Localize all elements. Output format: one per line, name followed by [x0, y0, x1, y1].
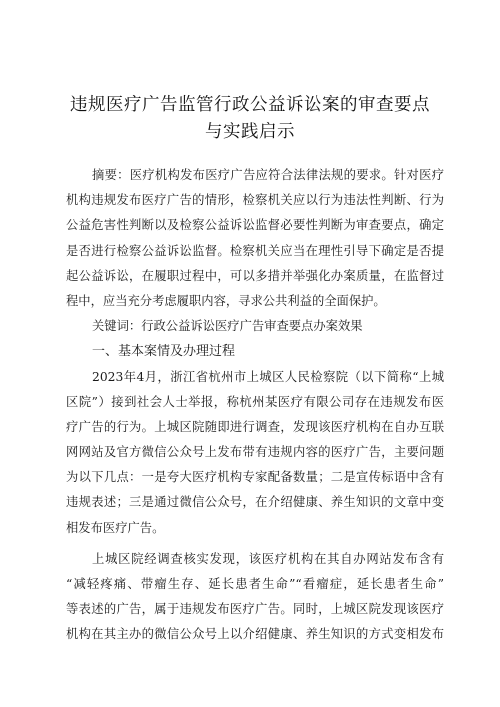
paragraph-line: 2023年4月，浙江省杭州市上城区人民检察院（以下简称“上城 — [92, 369, 444, 384]
abstract-line: 是否进行检察公益诉讼监督。检察机关应当在理性引导下确定是否提 — [66, 243, 444, 258]
keywords-line: 关键词：行政公益诉讼医疗广告审查要点办案效果 — [92, 319, 363, 334]
abstract-line: 摘要：医疗机构发布医疗广告应符合法律法规的要求。针对医疗 — [92, 168, 444, 182]
paragraph-line: 等表述的广告，属于违规发布医疗广告。同时，上城区院发现该医疗 — [66, 602, 444, 617]
paragraph-line: 为以下几点：一是夸大医疗机构专家配备数量；二是宣传标语中含有 — [66, 470, 444, 485]
abstract-paragraph — [66, 163, 444, 314]
abstract-line: 公益危害性判断以及检察公益诉讼监督必要性判断为审查要点，确定 — [66, 218, 444, 233]
document-title-line-1: 违规医疗广告监管行政公益诉讼案的审查要点 — [70, 95, 430, 115]
abstract-line: 程中，应当充分考虑履职内容，寻求公共利益的全面保护。 — [66, 293, 386, 308]
paragraph-line: “减轻疼痛、带瘤生存、延长患者生命”“看瘤症，延长患者生命” — [66, 577, 444, 591]
body-paragraph-2 — [66, 547, 444, 648]
paragraph-line: 违规表述；三是通过微信公众号，在介绍健康、养生知识的文章中变 — [66, 495, 444, 510]
abstract-line: 机构违规发布医疗广告的情形，检察机关应以行为违法性判断、行为 — [66, 193, 444, 208]
abstract-line: 起公益诉讼，在履职过程中，可以多措并举强化办案质量，在监督过 — [66, 268, 444, 283]
paragraph-line: 网网站及官方微信公众号上发布带有违规内容的医疗广告，主要问题 — [66, 445, 444, 460]
paragraph-line: 上城区院经调查核实发现，该医疗机构在其自办网站发布含有 — [92, 551, 444, 566]
paragraph-line: 机构在其主办的微信公众号上以介绍健康、养生知识的方式变相发布 — [66, 627, 444, 642]
paragraph-line: 区院”）接到社会人士举报，称杭州某医疗有限公司存在违规发布医 — [66, 394, 444, 409]
body-paragraph-1 — [66, 365, 444, 541]
document-body — [66, 163, 444, 648]
document-title-line-2: 与实践启示 — [205, 122, 295, 142]
paragraph-line: 疗广告的行为。上城区院随即进行调查，发现该医疗机构在自办互联 — [66, 419, 444, 434]
paragraph-line: 相发布医疗广告。 — [66, 520, 165, 535]
section-heading: 一、基本案情及办理过程 — [92, 344, 236, 360]
